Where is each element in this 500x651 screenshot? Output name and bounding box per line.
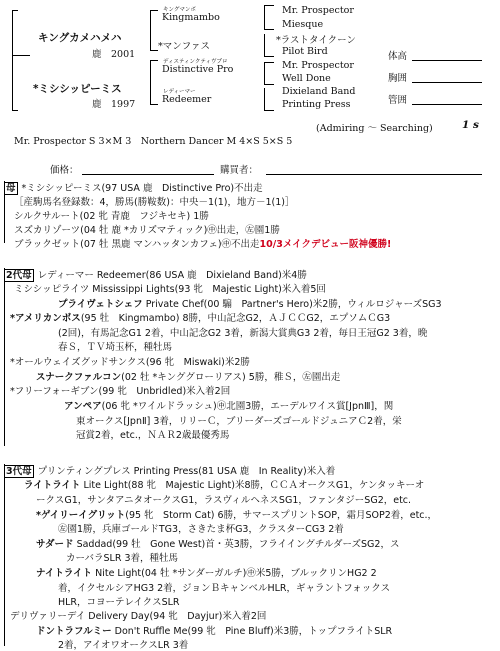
- gs1: Mr. Prospector: [282, 5, 354, 16]
- bracket-ds-bottom: [264, 84, 274, 85]
- third-l11: [36, 623, 392, 637]
- dam-name: *ミシシッピーミス: [33, 83, 122, 95]
- third-l7: [36, 565, 377, 579]
- lot-code: 1 s: [462, 119, 479, 131]
- chest-label: 胸囲: [388, 73, 408, 84]
- bracket-ss: [264, 5, 265, 29]
- second-l11: 冠賞2着，etc.，ＮＡＲ2歳最優秀馬: [76, 430, 230, 441]
- third-l1-name: ライトライト: [24, 480, 81, 491]
- second-l3: [10, 310, 390, 324]
- price-label: 価格：: [50, 165, 79, 176]
- bracket-mid: [12, 55, 30, 56]
- cannon-label: 管囲: [388, 95, 408, 106]
- bracket-ds: [264, 62, 265, 84]
- bracket-main: [12, 10, 13, 110]
- second-l4: (2回)，有馬記念G1 2着，中山記念G2 3着，新潟大賞典G3 2着，毎日王冠G2 3着，晩: [58, 328, 428, 339]
- sire-sire-name: Kingmambo: [162, 12, 220, 23]
- second-l7-name: スナークファルコン: [36, 372, 122, 383]
- gs8: Printing Press: [282, 99, 351, 110]
- second-l7: [36, 369, 340, 383]
- third-section-bar: [4, 464, 5, 646]
- third-l3-text: (95 牝 Storm Cat) 6勝，サマースプリントSOP，霜月SOP2着，etc.，: [125, 510, 438, 521]
- dam-section-header: [4, 180, 263, 194]
- bracket-sire-top: [150, 10, 158, 11]
- bracket-dam-bottom: [150, 104, 158, 105]
- second-l9-text: (06 牝 *ワイルドラッシュ)㊥北園3勝，エーデルワイス賞[JpnⅢ]，関: [101, 401, 394, 412]
- second-l2-name: プライヴェトシェフ: [58, 299, 143, 310]
- third-l5-text: Saddad(99 牡 Gone West)首・英3勝，フライイングチルダーズSG2，ス: [76, 539, 400, 550]
- third-l5-name: サダード: [36, 539, 74, 550]
- gs4: Pilot Bird: [282, 46, 328, 57]
- third-l7-name: ナイトライト: [36, 568, 93, 579]
- second-l1: ミシシッピライツ Mississippi Lights(93 牝 Majestic Light)米入着5回: [14, 284, 326, 295]
- sire-name: キングカメハメハ: [38, 32, 122, 44]
- debut-win: 10/3メイクデビュー阪神優勝!: [259, 239, 392, 250]
- third-l12: 2着，アイオワオークスLR 3着: [58, 640, 189, 651]
- sire-year: 鹿 2001: [92, 49, 136, 60]
- second-header: [4, 267, 307, 281]
- second-l8: *フリーフォーギブン(99 牝 Unbridled)米入着2回: [10, 386, 231, 397]
- third-l1-text: Lite Light(88 牝 Majestic Light)米8勝，ＣＣＡオークスG1，ケンタッキーオ: [83, 480, 425, 491]
- buyer-label: 購買者：: [220, 165, 259, 176]
- dam-dam-name: Redeemer: [162, 94, 212, 105]
- dam-mark: 母: [6, 183, 16, 194]
- third-l2: ークスG1，サンタアニタオークスG1，ラスヴィルヘネスSG1，ファンタジーSG2，etc.: [36, 495, 412, 506]
- bracket-dd-bottom: [264, 110, 274, 111]
- sire-sire-kana: キングマンボ: [163, 7, 196, 13]
- dam-line4: スズカリゾーツ(04 牡 鹿 *カリズマティック)㊥出走，㊧園1勝: [14, 225, 280, 236]
- second-l6: *オールウェイズグッドサンクス(96 牝 Miswaki)米2勝: [10, 357, 250, 368]
- third-l8: 着，イクセルシアHG3 2着，ジョンＢキャンベルHLR，ギャラントフォックス: [58, 583, 391, 594]
- dam-sire-name: Distinctive Pro: [162, 64, 234, 75]
- third-l1: [24, 477, 424, 491]
- second-l2: [58, 296, 442, 310]
- second-l10: 東オークス[JpnⅡ] 3着，リリーＣ，ブリーダーズゴールドジュニアＣ2着，栄: [76, 416, 402, 427]
- third-l4: ㊧園1勝，兵庫ゴールドTG3，さきたま杯G3，クラスターCG3 2着: [58, 524, 344, 535]
- gs6: Well Done: [282, 73, 331, 84]
- bracket-dd: [264, 88, 265, 110]
- third-mark: 3代母: [6, 466, 32, 477]
- height-field[interactable]: [412, 48, 482, 61]
- bracket-sd-bottom: [264, 56, 274, 57]
- second-l9-name: アンペア: [64, 401, 102, 412]
- third-l9: HLR，コヨーテレイクスSLR: [58, 597, 180, 608]
- admiring-note: (Admiring ～ Searching): [316, 123, 433, 134]
- third-l10: デリヴァリーデイ Delivery Day(94 牝 Dayjur)米入着2回: [10, 611, 267, 622]
- gs5: Mr. Prospector: [282, 60, 354, 71]
- buyer-field[interactable]: [266, 162, 482, 175]
- price-field[interactable]: [82, 162, 214, 175]
- third-header: [4, 463, 335, 477]
- second-mark: 2代母: [6, 270, 32, 281]
- dam-line2: ［産駒馬名登録数：4，勝馬(勝鞍数)：中央－1(1)，地方－1(1)］: [14, 197, 295, 208]
- dam-dam-kana: レディーマー: [163, 89, 196, 95]
- second-l3-text: (95 牡 Kingmambo) 8勝，中山記念G2，ＡＪＣＣG2，エプソムＣG3: [80, 313, 391, 324]
- cannon-field[interactable]: [412, 92, 482, 105]
- dam-line5: [14, 236, 391, 250]
- inbreeding-note: Mr. Prospector S 3×M 3 Northern Dancer M 4×S 5×S 5: [14, 136, 293, 147]
- bracket-sire: [150, 10, 151, 50]
- bracket-dam: [150, 60, 151, 104]
- bracket-bottom: [12, 110, 18, 111]
- third-l11-text: Don't Ruffle Me(99 牝 Pine Bluff)米3勝，トップフライトSLR: [114, 626, 393, 637]
- third-l3-name: *ゲイリーイグリット: [36, 510, 126, 521]
- second-section-bar: [4, 268, 5, 446]
- third-l11-name: ドントラフルミー: [36, 626, 112, 637]
- bracket-ds-top: [264, 62, 274, 63]
- second-l7-text: (02 牡 *キンググローリアス) 5勝，稚Ｓ，㊧園出走: [121, 372, 341, 383]
- bracket-dam-top: [150, 60, 158, 61]
- bracket-ss-top: [264, 5, 274, 6]
- second-l5: 春Ｓ，ＴＶ埼玉杯，種牡馬: [58, 342, 173, 353]
- third-header-text: プリンティングプレス Printing Press(81 USA 鹿 In Reality)米入着: [37, 466, 336, 477]
- gs2: Miesque: [282, 19, 324, 30]
- bracket-ss-bottom: [264, 29, 274, 30]
- dam-line5a: ブラックゼット(07 牡 黒鹿 マンハッタンカフェ)㊥不出走: [14, 239, 260, 250]
- chest-field[interactable]: [412, 70, 482, 83]
- dam-sire-kana: ディスティンクティヴプロ: [163, 59, 228, 65]
- dam-year: 鹿 1997: [92, 99, 136, 110]
- bracket-sd: [264, 34, 265, 56]
- third-l7-text: Nite Light(04 牡 *サンダーガルチ)㊥米5勝，ブルックリンHG2 2: [95, 568, 377, 579]
- dam-line3: シルクサルート(02 牝 青鹿 フジキセキ) 1勝: [14, 211, 209, 222]
- bracket-sire-bottom: [150, 50, 158, 51]
- second-l2-text: Private Chef(00 騸 Partner's Hero)米2勝，ウィルロジャーズSG3: [145, 299, 442, 310]
- bracket-top: [12, 10, 18, 11]
- gs3: *ラストタイクーン: [276, 35, 356, 46]
- dam-line1: *ミシシッピーミス(97 USA 鹿 Distinctive Pro)不出走: [21, 183, 263, 194]
- height-label: 体高: [388, 51, 408, 62]
- second-header-text: レディーマー Redeemer(86 USA 鹿 Dixieland Band)米4勝: [37, 270, 307, 281]
- third-l3: [36, 507, 437, 521]
- third-l5: [36, 536, 399, 550]
- second-l9: [64, 398, 393, 412]
- second-l3-name: *アメリカンボス: [10, 313, 81, 324]
- third-l6: カーバラSLR 3着，種牡馬: [66, 553, 179, 564]
- gs7: Dixieland Band: [282, 86, 356, 97]
- sire-dam-name: *マンファス: [158, 41, 211, 52]
